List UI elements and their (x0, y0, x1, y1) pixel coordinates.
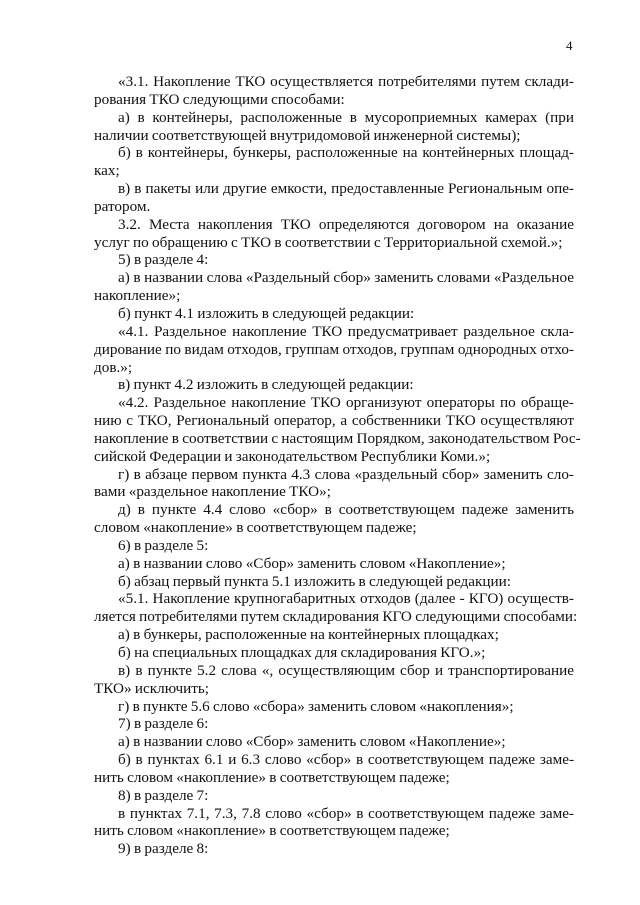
text-line: г) в абзаце первом пункта 4.3 слова «раздельный сбор» заменить сло- (118, 465, 574, 483)
text-line: 7) в разделе 6: (118, 715, 209, 733)
text-line: а) в бункеры, расположенные на контейнерных площадках; (118, 626, 499, 644)
text-line: а) в контейнеры, расположенные в мусороприемных камерах (при (118, 108, 574, 126)
text-line: б) абзац первый пункта 5.1 изложить в следующей редакции: (118, 572, 511, 590)
text-line: б) в контейнеры, бункеры, расположенные на контейнерных площад- (118, 144, 574, 162)
text-line: 9) в разделе 8: (118, 840, 209, 858)
text-line: «3.1. Накопление ТКО осуществляется потребителями путем склади- (118, 73, 574, 90)
text-line: г) в пункте 5.6 слово «сбора» заменить словом «накопления»; (118, 697, 514, 715)
text-line: ратором. (94, 197, 151, 215)
text-line: накопление в соответствии с настоящим Порядком, законодательством Рос- (94, 429, 581, 447)
text-line: вами «раздельное накопление ТКО»; (94, 483, 331, 501)
text-line: 3.2. Места накопления ТКО определяются договором на оказание (118, 215, 574, 233)
text-line: в) в пункте 5.2 слова «, осуществляющим сбор и транспортирование (118, 661, 574, 679)
text-line: в) пункт 4.2 изложить в следующей редакции: (118, 376, 414, 394)
text-line: 5) в разделе 4: (118, 251, 209, 269)
document-body (94, 73, 581, 858)
text-line: ках; (94, 162, 120, 180)
text-line: рования ТКО следующими способами: (94, 90, 345, 108)
text-line: ТКО» исключить; (94, 679, 210, 697)
text-line: 6) в разделе 5: (118, 536, 209, 554)
text-line: сийской Федерации и законодательством Республики Коми.»; (94, 447, 491, 465)
text-line: а) в названии слово «Сбор» заменить словом «Накопление»; (118, 554, 506, 572)
text-line: ляется потребителями путем складирования КГО следующими способами: (94, 608, 578, 626)
page-number: 4 (566, 38, 573, 53)
text-line: нию с ТКО, Региональный оператор, а собственники ТКО осуществляют (94, 412, 574, 430)
text-line: б) пункт 4.1 изложить в следующей редакции: (118, 304, 415, 322)
text-line: «5.1. Накопление крупногабаритных отходов (далее - КГО) осуществ- (118, 590, 574, 608)
text-line: наличии соответствующей внутридомовой инженерной системы); (94, 126, 521, 144)
text-line: б) в пунктах 6.1 и 6.3 слово «сбор» в соответствующем падеже заме- (118, 751, 574, 769)
text-line: дирование по видам отходов, группам отходов, группам однородных отхо- (94, 340, 574, 358)
text-line: услуг по обращению с ТКО в соответствии с Территориальной схемой.»; (94, 233, 563, 251)
text-line: а) в названии слова «Раздельный сбор» заменить словами «Раздельное (118, 269, 574, 287)
text-line: д) в пункте 4.4 слово «сбор» в соответствующем падеже заменить (118, 501, 574, 519)
text-line: «4.2. Раздельное накопление ТКО организуют операторы по обраще- (118, 394, 574, 412)
text-line: словом «накопление» в соответствующем падеже; (94, 519, 417, 537)
text-line: б) на специальных площадках для складирования КГО.»; (118, 644, 486, 661)
text-line: нить словом «накопление» в соответствующем падеже; (94, 768, 450, 786)
text-line: дов.»; (94, 358, 133, 376)
text-line: накопление»; (94, 287, 181, 305)
text-line: в) в пакеты или другие емкости, предоставленные Региональным опе- (118, 180, 574, 198)
text-line: 8) в разделе 7: (118, 786, 209, 804)
text-line: в пунктах 7.1, 7.3, 7.8 слово «сбор» в соответствующем падеже заме- (118, 804, 574, 822)
text-line: нить словом «накопление» в соответствующем падеже; (94, 822, 450, 840)
text-line: «4.1. Раздельное накопление ТКО предусматривает раздельное скла- (118, 322, 574, 340)
text-line: а) в названии слово «Сбор» заменить словом «Накопление»; (118, 733, 506, 751)
